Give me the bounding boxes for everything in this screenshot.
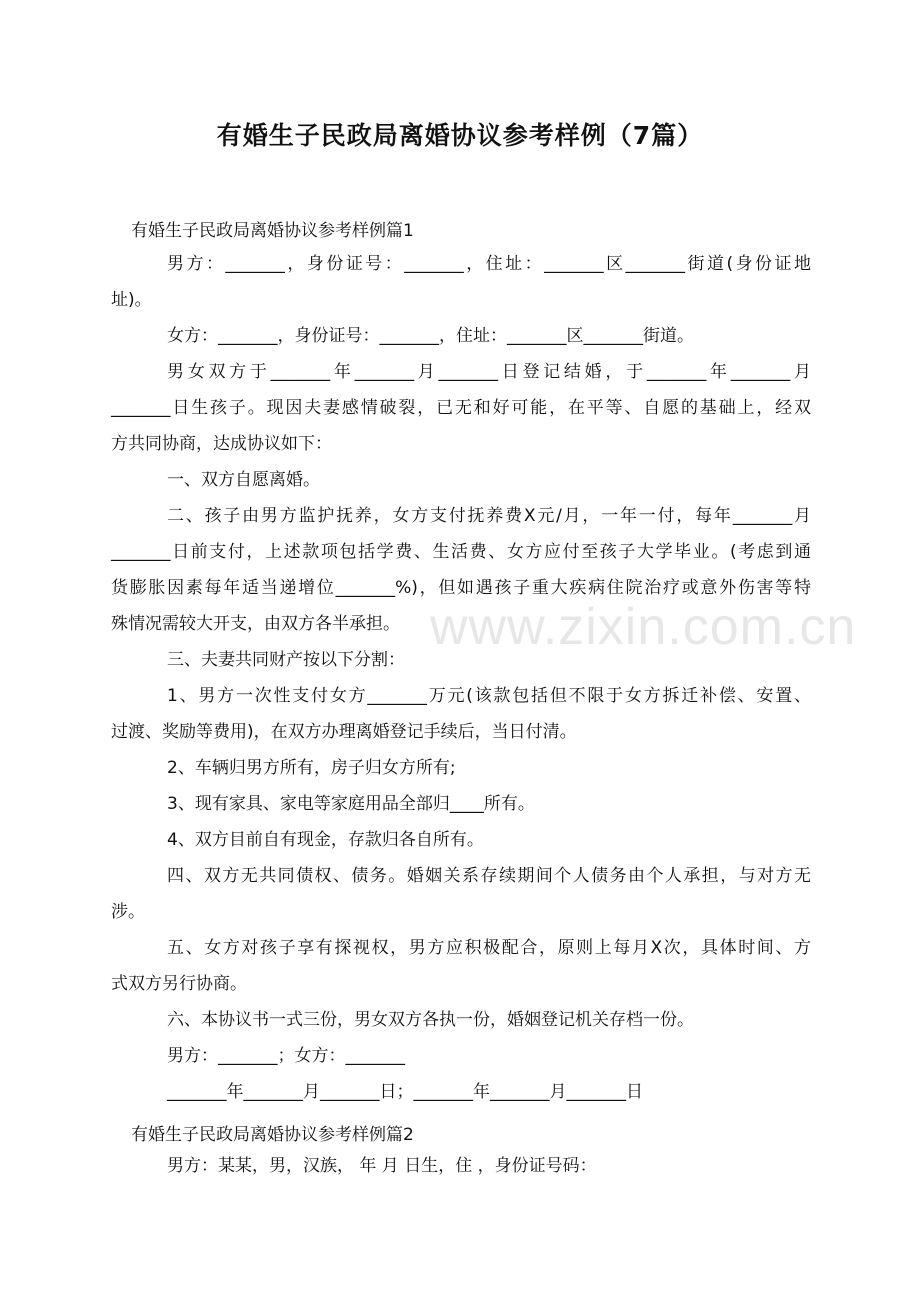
date-line: _______年_______月_______日；_______年_______月_______日 — [167, 1082, 643, 1102]
paragraph-line: 男女双方于_______年_______月_______日登记结婚，于_______年_______月 — [167, 362, 811, 382]
section-heading-2: 有婚生子民政局离婚协议参考样例篇2 — [131, 1125, 414, 1145]
paragraph-line: 女方：_______，身份证号：_______，住址：_______区_______街道。 — [167, 326, 694, 346]
paragraph-line: 四、双方无共同债权、债务。婚姻关系存续期间个人债务由个人承担，与对方无 — [167, 866, 811, 886]
paragraph-line: 殊情况需较大开支，由双方各半承担。 — [111, 614, 400, 634]
paragraph-line: 五、女方对孩子享有探视权，男方应积极配合，原则上每月X次，具体时间、方 — [167, 938, 811, 958]
paragraph-line: 1、男方一次性支付女方_______万元(该款包括但不限于女方拆迁补偿、安置、 — [167, 686, 811, 706]
paragraph-line: 3、现有家具、家电等家庭用品全部归____所有。 — [167, 794, 535, 814]
paragraph-line: _______日前支付，上述款项包括学费、生活费、女方应付至孩子大学毕业。(考虑到通 — [111, 542, 811, 562]
document-title: 有婚生子民政局离婚协议参考样例（7篇） — [216, 121, 704, 150]
paragraph-line: 一、双方自愿离婚。 — [167, 470, 320, 490]
paragraph-line: 址)。 — [111, 290, 152, 310]
paragraph-line: 二、孩子由男方监护抚养，女方支付抚养费X元/月，一年一付，每年_______月 — [167, 506, 811, 526]
paragraph-line: 过渡、奖励等费用)，在双方办理离婚登记手续后，当日付清。 — [111, 722, 577, 742]
signature-line: 男方：_______；女方：_______ — [167, 1046, 405, 1066]
paragraph-line: 男方：某某，男，汉族， 年 月 日生，住 ，身份证号码： — [167, 1156, 597, 1176]
paragraph-line: 2、车辆归男方所有，房子归女方所有; — [167, 758, 456, 778]
paragraph-line: _______日生孩子。现因夫妻感情破裂，已无和好可能，在平等、自愿的基础上，经双 — [111, 398, 811, 418]
paragraph-line: 方共同协商，达成协议如下： — [111, 434, 332, 454]
paragraph-line: 4、双方目前自有现金，存款归各自所有。 — [167, 830, 484, 850]
paragraph-line: 三、夫妻共同财产按以下分割： — [167, 650, 405, 670]
paragraph-line: 六、本协议书一式三份，男女双方各执一份，婚姻登记机关存档一份。 — [167, 1010, 694, 1030]
watermark: www.zixin.com.cn — [430, 598, 857, 656]
paragraph-line: 男方：_______，身份证号：_______，住址：_______区_______街道(身份证地 — [167, 254, 811, 274]
paragraph-line: 货膨胀因素每年适当递增位_______%)，但如遇孩子重大疾病住院治疗或意外伤害等特 — [111, 578, 811, 598]
paragraph-line: 涉。 — [111, 902, 145, 922]
paragraph-line: 式双方另行协商。 — [111, 974, 247, 994]
section-heading-1: 有婚生子民政局离婚协议参考样例篇1 — [131, 221, 414, 241]
